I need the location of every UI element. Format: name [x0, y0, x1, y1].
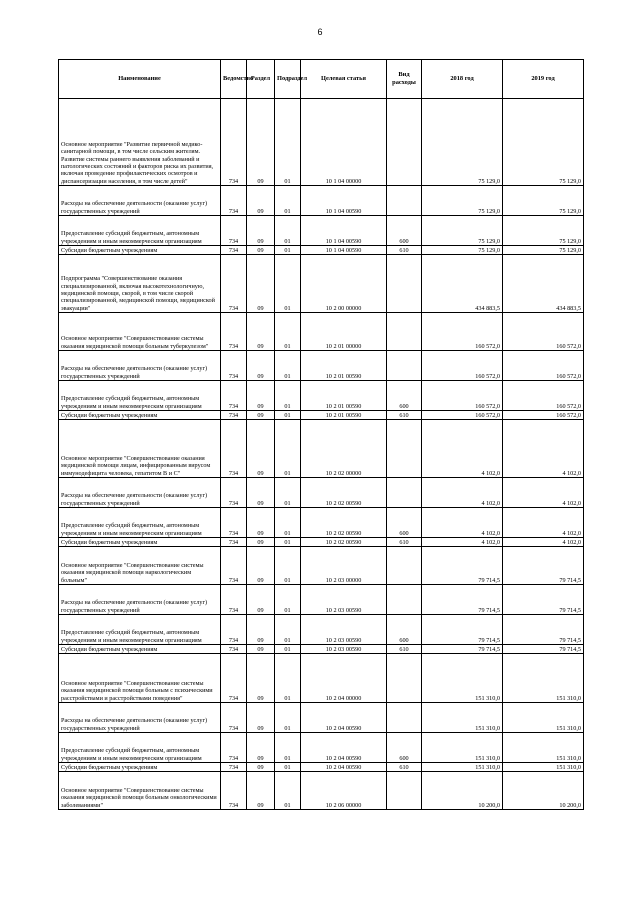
row-expense-type: 600 [387, 615, 422, 645]
row-expense-type: 610 [387, 411, 422, 420]
row-podrazdel: 01 [275, 772, 301, 810]
table-row [59, 733, 584, 763]
row-target-article: 10 2 02 00000 [301, 420, 387, 478]
row-expense-type [387, 99, 422, 186]
table-row [59, 255, 584, 313]
row-razdel: 09 [247, 538, 275, 547]
row-vedomstvo: 734 [221, 381, 247, 411]
row-name: Предоставление субсидий бюджетным, автономным учреждениям и иным некоммерческим организациям [59, 381, 221, 411]
row-target-article: 10 2 03 00000 [301, 547, 387, 585]
row-name: Расходы на обеспечение деятельности (оказание услуг) государственных учреждений [59, 478, 221, 508]
row-amount-2018: 79 714,5 [422, 615, 503, 645]
row-razdel: 09 [247, 255, 275, 313]
row-name: Расходы на обеспечение деятельности (оказание услуг) государственных учреждений [59, 351, 221, 381]
row-podrazdel: 01 [275, 645, 301, 654]
row-target-article: 10 2 02 00590 [301, 478, 387, 508]
row-razdel: 09 [247, 351, 275, 381]
row-amount-2019: 75 129,0 [503, 186, 584, 216]
row-razdel: 09 [247, 99, 275, 186]
row-vedomstvo: 734 [221, 478, 247, 508]
row-name: Предоставление субсидий бюджетным, автономным учреждениям и иным некоммерческим организациям [59, 733, 221, 763]
row-razdel: 09 [247, 547, 275, 585]
row-amount-2019: 75 129,0 [503, 246, 584, 255]
row-amount-2018: 4 102,0 [422, 508, 503, 538]
row-name: Субсидии бюджетным учреждениям [59, 538, 221, 547]
row-amount-2019: 79 714,5 [503, 645, 584, 654]
row-podrazdel: 01 [275, 585, 301, 615]
header-expense-type: Вид расходы [387, 60, 422, 99]
row-vedomstvo: 734 [221, 255, 247, 313]
row-amount-2018: 160 572,0 [422, 313, 503, 351]
row-amount-2018: 79 714,5 [422, 585, 503, 615]
row-razdel: 09 [247, 216, 275, 246]
row-expense-type: 600 [387, 381, 422, 411]
row-podrazdel: 01 [275, 547, 301, 585]
row-name: Предоставление субсидий бюджетным, автономным учреждениям и иным некоммерческим организациям [59, 508, 221, 538]
row-podrazdel: 01 [275, 216, 301, 246]
row-vedomstvo: 734 [221, 703, 247, 733]
table-row [59, 381, 584, 411]
row-amount-2019: 75 129,0 [503, 216, 584, 246]
table-row [59, 313, 584, 351]
row-amount-2018: 75 129,0 [422, 246, 503, 255]
row-target-article: 10 2 03 00590 [301, 585, 387, 615]
row-name: Субсидии бюджетным учреждениям [59, 763, 221, 772]
row-podrazdel: 01 [275, 538, 301, 547]
row-expense-type: 600 [387, 508, 422, 538]
row-name: Основное мероприятие "Совершенствование системы оказания медицинской помощи больным онкологическими заболеваниями" [59, 772, 221, 810]
row-podrazdel: 01 [275, 508, 301, 538]
row-target-article: 10 2 06 00000 [301, 772, 387, 810]
row-vedomstvo: 734 [221, 763, 247, 772]
row-amount-2018: 151 310,0 [422, 703, 503, 733]
row-vedomstvo: 734 [221, 246, 247, 255]
row-target-article: 10 2 03 00590 [301, 645, 387, 654]
table-row [59, 246, 584, 255]
row-amount-2019: 151 310,0 [503, 703, 584, 733]
row-razdel: 09 [247, 763, 275, 772]
row-target-article: 10 2 01 00590 [301, 351, 387, 381]
table-row [59, 585, 584, 615]
row-amount-2018: 160 572,0 [422, 351, 503, 381]
row-amount-2019: 160 572,0 [503, 313, 584, 351]
row-amount-2019: 4 102,0 [503, 508, 584, 538]
row-vedomstvo: 734 [221, 216, 247, 246]
row-name: Основное мероприятие "Развитие первичной медико-санитарной помощи, в том числе сельским жителям. Развитие системы раннего выявления заболеваний и патологических состояний и факторов риска их развития, включая проведение профилактических осмотров и диспансеризации населения, в том числе детей" [59, 99, 221, 186]
row-name: Расходы на обеспечение деятельности (оказание услуг) государственных учреждений [59, 585, 221, 615]
row-podrazdel: 01 [275, 615, 301, 645]
page-number: 6 [317, 27, 323, 37]
table-row [59, 351, 584, 381]
row-expense-type [387, 255, 422, 313]
row-vedomstvo: 734 [221, 313, 247, 351]
row-podrazdel: 01 [275, 654, 301, 703]
table-row [59, 478, 584, 508]
row-podrazdel: 01 [275, 420, 301, 478]
row-expense-type: 610 [387, 538, 422, 547]
row-razdel: 09 [247, 772, 275, 810]
row-amount-2019: 79 714,5 [503, 547, 584, 585]
row-amount-2018: 79 714,5 [422, 645, 503, 654]
row-amount-2018: 4 102,0 [422, 478, 503, 508]
row-name: Основное мероприятие "Совершенствование оказания медицинской помощи лицам, инфицированным вирусом иммунодефицита человека, гепатитом В и С" [59, 420, 221, 478]
row-amount-2019: 79 714,5 [503, 615, 584, 645]
row-razdel: 09 [247, 246, 275, 255]
row-target-article: 10 2 03 00590 [301, 615, 387, 645]
row-name: Подпрограмма "Совершенствование оказания специализированной, включая высокотехнологичную, медицинской помощи, скорой, в том числе скорой специализированной, медицинской помощи, медицинской эвакуации" [59, 255, 221, 313]
table-row [59, 772, 584, 810]
row-amount-2018: 75 129,0 [422, 216, 503, 246]
row-amount-2018: 79 714,5 [422, 547, 503, 585]
row-expense-type [387, 654, 422, 703]
row-razdel: 09 [247, 733, 275, 763]
row-vedomstvo: 734 [221, 772, 247, 810]
row-amount-2019: 151 310,0 [503, 733, 584, 763]
row-podrazdel: 01 [275, 351, 301, 381]
row-target-article: 10 2 01 00590 [301, 381, 387, 411]
row-razdel: 09 [247, 420, 275, 478]
row-amount-2019: 160 572,0 [503, 351, 584, 381]
row-amount-2018: 151 310,0 [422, 763, 503, 772]
row-amount-2019: 4 102,0 [503, 538, 584, 547]
row-vedomstvo: 734 [221, 547, 247, 585]
row-target-article: 10 2 04 00590 [301, 733, 387, 763]
row-podrazdel: 01 [275, 703, 301, 733]
row-vedomstvo: 734 [221, 351, 247, 381]
header-razdel: Раздел [247, 60, 275, 99]
header-name: Наименование [59, 60, 221, 99]
row-podrazdel: 01 [275, 763, 301, 772]
row-expense-type [387, 351, 422, 381]
row-razdel: 09 [247, 313, 275, 351]
row-expense-type: 600 [387, 733, 422, 763]
row-target-article: 10 1 04 00000 [301, 99, 387, 186]
row-expense-type [387, 703, 422, 733]
row-amount-2019: 4 102,0 [503, 478, 584, 508]
row-target-article: 10 1 04 00590 [301, 186, 387, 216]
table-row [59, 99, 584, 186]
table-row [59, 508, 584, 538]
table-row [59, 763, 584, 772]
row-vedomstvo: 734 [221, 733, 247, 763]
row-name: Основное мероприятие "Совершенствование системы оказания медицинской помощи больным с психическими расстройствами и расстройствами поведения" [59, 654, 221, 703]
row-amount-2018: 160 572,0 [422, 411, 503, 420]
table-row [59, 645, 584, 654]
row-name: Субсидии бюджетным учреждениям [59, 411, 221, 420]
row-podrazdel: 01 [275, 733, 301, 763]
budget-table [58, 59, 584, 810]
row-amount-2018: 4 102,0 [422, 538, 503, 547]
row-expense-type: 610 [387, 645, 422, 654]
row-razdel: 09 [247, 478, 275, 508]
row-podrazdel: 01 [275, 411, 301, 420]
row-podrazdel: 01 [275, 186, 301, 216]
row-amount-2018: 10 200,0 [422, 772, 503, 810]
row-name: Субсидии бюджетным учреждениям [59, 246, 221, 255]
row-amount-2018: 434 883,5 [422, 255, 503, 313]
header-year-2018: 2018 год [422, 60, 503, 99]
table-row [59, 420, 584, 478]
table-row [59, 547, 584, 585]
row-target-article: 10 2 02 00590 [301, 508, 387, 538]
row-razdel: 09 [247, 411, 275, 420]
row-amount-2019: 4 102,0 [503, 420, 584, 478]
row-razdel: 09 [247, 645, 275, 654]
row-target-article: 10 2 01 00590 [301, 411, 387, 420]
table-row [59, 186, 584, 216]
row-name: Предоставление субсидий бюджетным, автономным учреждениям и иным некоммерческим организациям [59, 216, 221, 246]
row-target-article: 10 2 04 00000 [301, 654, 387, 703]
row-amount-2018: 151 310,0 [422, 733, 503, 763]
row-amount-2019: 434 883,5 [503, 255, 584, 313]
row-amount-2019: 10 200,0 [503, 772, 584, 810]
row-target-article: 10 1 04 00590 [301, 246, 387, 255]
row-amount-2019: 151 310,0 [503, 654, 584, 703]
row-vedomstvo: 734 [221, 585, 247, 615]
row-amount-2018: 151 310,0 [422, 654, 503, 703]
header-podrazdel: Подраздел [275, 60, 301, 99]
row-amount-2019: 160 572,0 [503, 381, 584, 411]
row-vedomstvo: 734 [221, 420, 247, 478]
row-expense-type: 600 [387, 216, 422, 246]
row-name: Расходы на обеспечение деятельности (оказание услуг) государственных учреждений [59, 186, 221, 216]
row-target-article: 10 2 01 00000 [301, 313, 387, 351]
row-vedomstvo: 734 [221, 654, 247, 703]
row-vedomstvo: 734 [221, 645, 247, 654]
row-target-article: 10 2 04 00590 [301, 703, 387, 733]
row-razdel: 09 [247, 585, 275, 615]
row-amount-2018: 4 102,0 [422, 420, 503, 478]
row-podrazdel: 01 [275, 381, 301, 411]
row-amount-2019: 75 129,0 [503, 99, 584, 186]
row-expense-type [387, 420, 422, 478]
header-vedomstvo: Ведомство [221, 60, 247, 99]
row-target-article: 10 2 04 00590 [301, 763, 387, 772]
row-podrazdel: 01 [275, 99, 301, 186]
row-amount-2018: 160 572,0 [422, 381, 503, 411]
table-row [59, 615, 584, 645]
row-expense-type [387, 478, 422, 508]
row-expense-type [387, 585, 422, 615]
row-expense-type: 610 [387, 246, 422, 255]
row-name: Расходы на обеспечение деятельности (оказание услуг) государственных учреждений [59, 703, 221, 733]
row-razdel: 09 [247, 654, 275, 703]
row-target-article: 10 2 02 00590 [301, 538, 387, 547]
row-vedomstvo: 734 [221, 186, 247, 216]
row-vedomstvo: 734 [221, 99, 247, 186]
row-name: Субсидии бюджетным учреждениям [59, 645, 221, 654]
row-razdel: 09 [247, 381, 275, 411]
row-vedomstvo: 734 [221, 615, 247, 645]
row-amount-2018: 75 129,0 [422, 99, 503, 186]
row-name: Предоставление субсидий бюджетным, автономным учреждениям и иным некоммерческим организациям [59, 615, 221, 645]
row-amount-2019: 151 310,0 [503, 763, 584, 772]
row-razdel: 09 [247, 615, 275, 645]
row-podrazdel: 01 [275, 255, 301, 313]
row-target-article: 10 1 04 00590 [301, 216, 387, 246]
table-row [59, 538, 584, 547]
row-podrazdel: 01 [275, 478, 301, 508]
row-name: Основное мероприятие "Совершенствование системы оказания медицинской помощи больным туберкулезом" [59, 313, 221, 351]
row-expense-type: 610 [387, 763, 422, 772]
row-amount-2019: 160 572,0 [503, 411, 584, 420]
table-row [59, 216, 584, 246]
row-expense-type [387, 186, 422, 216]
row-vedomstvo: 734 [221, 538, 247, 547]
row-amount-2019: 79 714,5 [503, 585, 584, 615]
table-row [59, 703, 584, 733]
row-razdel: 09 [247, 703, 275, 733]
row-expense-type [387, 547, 422, 585]
row-vedomstvo: 734 [221, 411, 247, 420]
row-razdel: 09 [247, 186, 275, 216]
row-amount-2018: 75 129,0 [422, 186, 503, 216]
row-target-article: 10 2 00 00000 [301, 255, 387, 313]
row-podrazdel: 01 [275, 313, 301, 351]
row-expense-type [387, 313, 422, 351]
row-razdel: 09 [247, 508, 275, 538]
table-header-row [59, 60, 584, 99]
header-year-2019: 2019 год [503, 60, 584, 99]
row-name: Основное мероприятие "Совершенствование системы оказания медицинской помощи наркологическим больным" [59, 547, 221, 585]
row-expense-type [387, 772, 422, 810]
row-vedomstvo: 734 [221, 508, 247, 538]
table-row [59, 654, 584, 703]
table-row [59, 411, 584, 420]
header-target-article: Целевая статья [301, 60, 387, 99]
row-podrazdel: 01 [275, 246, 301, 255]
